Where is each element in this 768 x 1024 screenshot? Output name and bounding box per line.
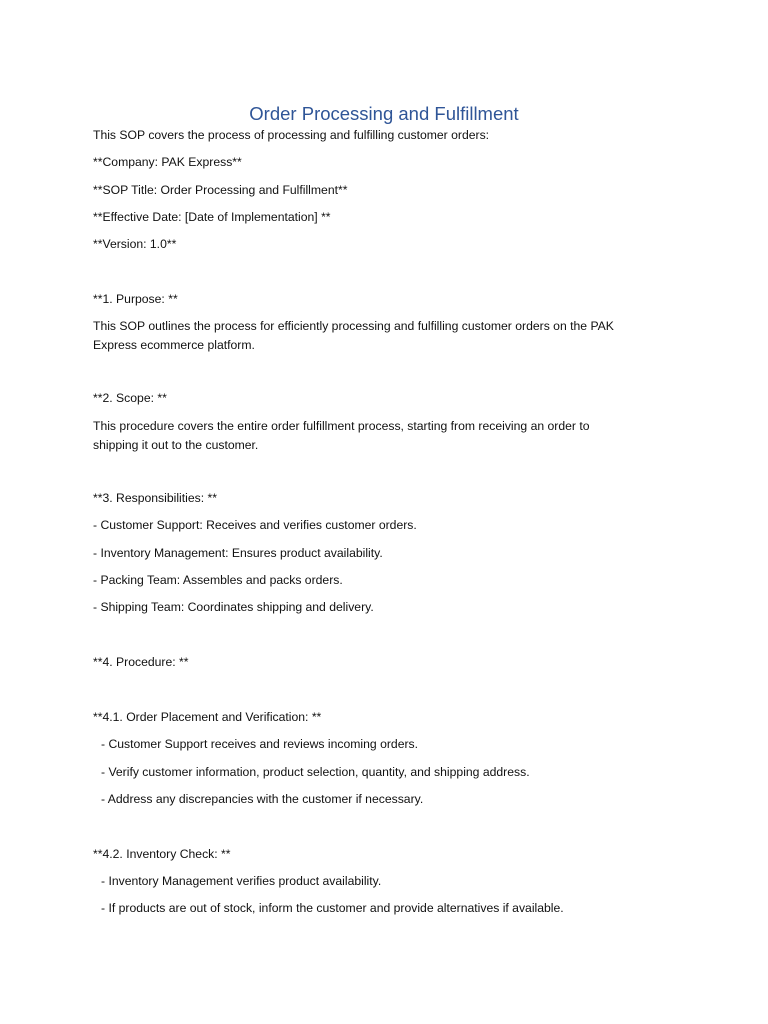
responsibility-item: - Shipping Team: Coordinates shipping and delivery.	[93, 600, 374, 614]
scope-line: shipping it out to the customer.	[93, 437, 259, 452]
scope-heading: **2. Scope: **	[93, 391, 167, 405]
responsibility-item: - Customer Support: Receives and verifies customer orders.	[93, 518, 417, 532]
step-4-1-item: - Customer Support receives and reviews incoming orders.	[101, 737, 419, 751]
step-4-2-item: - If products are out of stock, inform the customer and provide alternatives if available.	[101, 901, 564, 915]
responsibilities-heading: **3. Responsibilities: **	[93, 491, 217, 505]
scope-line: This procedure covers the entire order fulfillment process, starting from receiving an order to	[93, 419, 590, 433]
purpose-line: This SOP outlines the process for efficiently processing and fulfilling customer orders on the PAK	[93, 319, 614, 333]
scope-paragraph	[93, 417, 649, 454]
intro-text: This SOP covers the process of processing and fulfilling customer orders:	[93, 128, 490, 142]
document-title: Order Processing and Fulfillment	[249, 103, 519, 124]
purpose-line: Express ecommerce platform.	[93, 337, 255, 352]
responsibility-item: - Inventory Management: Ensures product availability.	[93, 546, 383, 560]
responsibility-item: - Packing Team: Assembles and packs orders.	[93, 573, 343, 587]
step-4-2-item: - Inventory Management verifies product availability.	[101, 874, 382, 888]
purpose-paragraph	[93, 317, 649, 354]
step-4-1-item: - Verify customer information, product selection, quantity, and shipping address.	[101, 765, 530, 779]
company-line: **Company: PAK Express**	[93, 155, 242, 169]
step-4-2-heading: **4.2. Inventory Check: **	[93, 847, 231, 861]
procedure-heading: **4. Procedure: **	[93, 655, 189, 669]
version-line: **Version: 1.0**	[93, 237, 177, 251]
sop-title-line: **SOP Title: Order Processing and Fulfillment**	[93, 183, 348, 197]
step-4-1-heading: **4.1. Order Placement and Verification: **	[93, 710, 322, 724]
effective-date-line: **Effective Date: [Date of Implementation] **	[93, 210, 331, 224]
step-4-1-item: - Address any discrepancies with the customer if necessary.	[101, 792, 424, 806]
purpose-heading: **1. Purpose: **	[93, 292, 178, 306]
